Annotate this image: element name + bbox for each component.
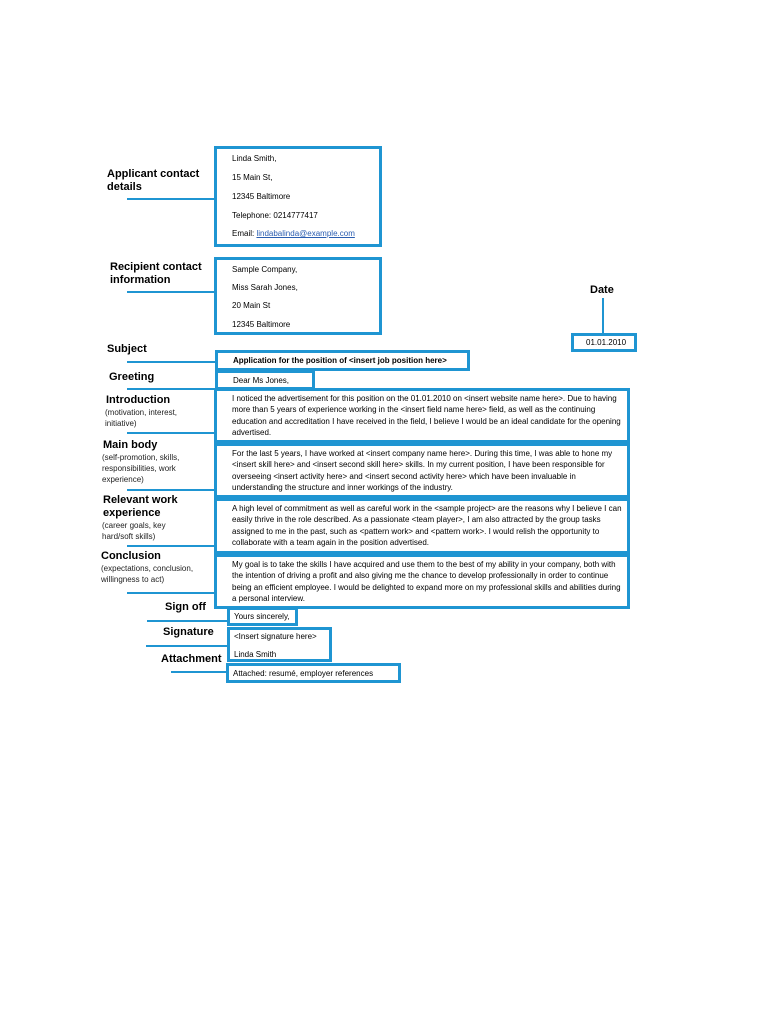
date-box: 01.01.2010 — [571, 333, 637, 352]
recipient-company: Sample Company, — [232, 265, 298, 274]
connector-date — [602, 298, 604, 334]
connector-introduction — [127, 432, 217, 434]
connector-applicant — [127, 198, 216, 200]
label-sign-off: Sign off — [165, 601, 206, 613]
connector-sign-off — [147, 620, 229, 622]
label-attachment: Attachment — [161, 653, 222, 665]
relevant-subtitle: (career goals, key hard/soft skills) — [102, 521, 166, 541]
connector-signature — [146, 645, 229, 647]
conclusion-subtitle: (expectations, conclusion, willingness to act) — [101, 564, 194, 584]
subject-box: Application for the position of <insert job position here> — [215, 350, 470, 371]
label-recipient-contact: Recipient contact information — [110, 261, 202, 286]
applicant-email-link[interactable]: lindabalinda@example.com — [256, 229, 355, 238]
applicant-telephone: Telephone: 0214777417 — [232, 211, 318, 220]
greeting-box: Dear Ms Jones, — [215, 370, 315, 390]
connector-greeting — [127, 388, 217, 390]
applicant-email-row: Email: lindabalinda@example.com — [232, 229, 355, 238]
conclusion-box: My goal is to take the skills I have acquired and use them to the best of my ability in your company, both with the intention of driving a profit and also giving me the chance to develop professionally in order to continue being an efficient employee. I would be delighted to expand more on my professional skills and abilities during a personal interview. — [214, 554, 630, 609]
label-conclusion: Conclusion — [101, 550, 161, 562]
introduction-box: I noticed the advertisement for this position on the 01.01.2010 on <insert website name here>. Due to having more than 5 years of experience working in the <insert field name here> field, as well as the continuing education and accreditation I have received in the field, I believe I would be an ideal candidate for the opening advertised. — [214, 388, 630, 443]
label-date: Date — [590, 284, 614, 296]
label-greeting: Greeting — [109, 371, 155, 383]
recipient-city: 12345 Baltimore — [232, 320, 291, 329]
signature-box: <Insert signature here> Linda Smith — [227, 627, 332, 662]
attachment-box: Attached: resumé, employer references — [226, 663, 401, 683]
recipient-street: 20 Main St — [232, 301, 271, 310]
connector-attachment — [171, 671, 228, 673]
applicant-street: 15 Main St, — [232, 173, 273, 182]
recipient-contact: Miss Sarah Jones, — [232, 283, 298, 292]
label-subject: Subject — [107, 343, 147, 355]
label-relevant-work-experience: Relevant work experience — [103, 494, 178, 519]
connector-recipient — [127, 291, 216, 293]
connector-relevant — [127, 545, 217, 547]
label-signature: Signature — [163, 626, 214, 638]
applicant-contact-box — [214, 146, 382, 247]
label-introduction: Introduction — [106, 394, 171, 406]
main-body-subtitle: (self-promotion, skills, responsibilities, work experience) — [102, 453, 180, 484]
connector-main-body — [127, 489, 217, 491]
label-main-body: Main body — [103, 439, 158, 451]
label-applicant-contact: Applicant contact details — [107, 168, 200, 193]
connector-conclusion — [127, 592, 217, 594]
sign-off-box: Yours sincerely, — [227, 607, 298, 626]
recipient-contact-box — [214, 257, 382, 335]
connector-subject — [127, 361, 217, 363]
applicant-city: 12345 Baltimore — [232, 192, 291, 201]
relevant-work-box: A high level of commitment as well as careful work in the <sample project> are the reasons why I believe I can easily thrive in the role described. As a passionate <team player>, I am also attracted by the group tasks assigned to me in the past, such as <pattern work> and <pattern work>. I would relish the opportunity to collaborate with a team again in the position advertised. — [214, 498, 630, 554]
introduction-subtitle: (motivation, interest, initiative) — [105, 408, 178, 428]
main-body-box: For the last 5 years, I have worked at <insert company name here>. During this time, I was able to hone my <insert skill here> and <insert second skill here> skills. In my current position, I have been responsible for overseeing <insert activity here> and <insert second activity here> which have been invaluable in understanding the structure and inner workings of the industry. — [214, 443, 630, 498]
applicant-name: Linda Smith, — [232, 154, 277, 163]
